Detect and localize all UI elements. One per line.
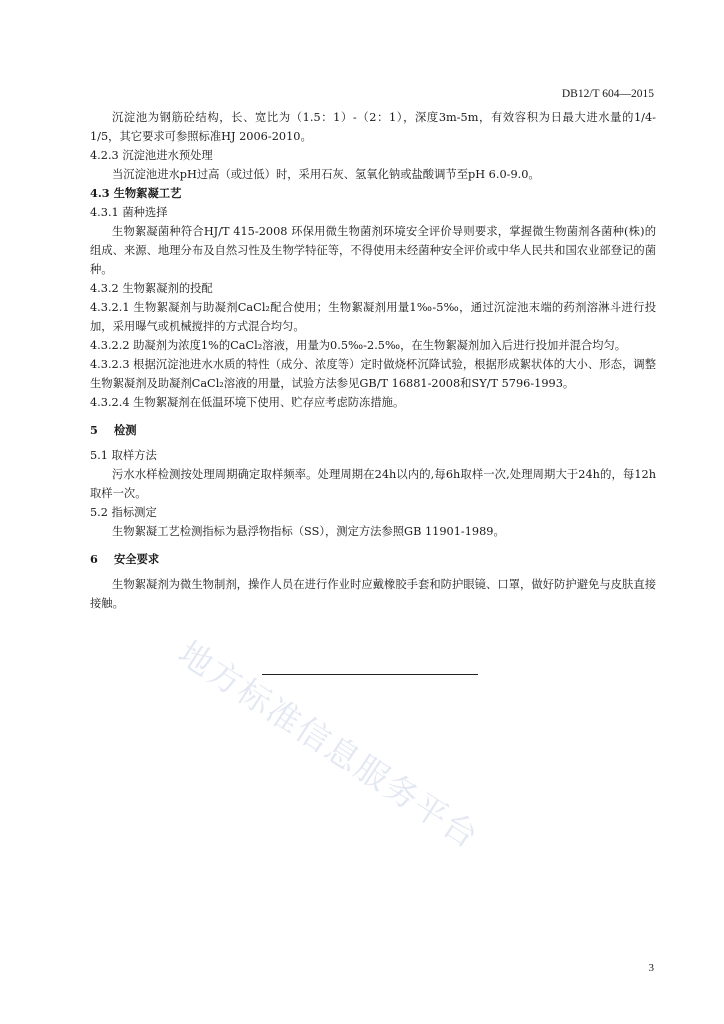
clause-heading-4-3-1: 4.3.1 菌种选择 [90,206,168,219]
clause-heading-5-2: 5.2 指标测定 [90,506,157,519]
clause-4-3-2-3: 4.3.2.3 根据沉淀池进水水质的特性（成分、浓度等）定时做烧杯沉降试验，根据形成絮状体的大小、形态，调整生物絮凝剂及助凝剂CaCl₂溶液的用量，试验方法参见GB/T 16881-2008和SY/T 5796-1993。 [90,358,656,390]
chapter-heading-6 [90,550,656,569]
clause-4-3-2-4: 4.3.2.4 生物絮凝剂在低温环境下使用、贮存应考虑防冻措施。 [90,396,405,409]
paragraph-indicator-measurement: 生物絮凝工艺检测指标为悬浮物指标（SS），测定方法参照GB 11901-1989。 [112,525,505,538]
clause-heading-5-1: 5.1 取样方法 [90,449,157,462]
section-heading-4-3: 4.3 生物絮凝工艺 [90,186,182,200]
paragraph-safety-requirements: 生物絮凝剂为微生物制剂，操作人员在进行作业时应戴橡胶手套和防护眼镜、口罩，做好防护避免与皮肤直接接触。 [90,578,656,610]
clause-4-3-2-2: 4.3.2.2 助凝剂为浓度1%的CaCl₂溶液，用量为0.5‰-2.5‰，在生物絮凝剂加入后进行投加并混合均匀。 [90,339,627,352]
paragraph-ph-adjustment: 当沉淀池进水pH过高（或过低）时，采用石灰、氢氧化钠或盐酸调节至pH 6.0-9.0。 [112,168,540,181]
end-rule [262,674,478,675]
chapter-title: 安全要求 [114,552,160,566]
paragraph-settling-tank-structure: 沉淀池为钢筋砼结构，长、宽比为（1.5：1）-（2：1），深度3m-5m，有效容积为日最大进水量的1/4-1/5，其它要求可参照标准HJ 2006-2010。 [90,111,656,143]
clause-heading-4-2-3: 4.2.3 沉淀池进水预处理 [90,149,213,162]
clause-4-3-2-1: 4.3.2.1 生物絮凝剂与助凝剂CaCl₂配合使用；生物絮凝剂用量1‰-5‰，通过沉淀池末端的药剂溶淋斗进行投加，采用曝气或机械搅拌的方式混合均匀。 [90,301,656,333]
chapter-title: 检测 [114,423,137,437]
page-number: 3 [648,962,654,974]
clause-heading-4-3-2: 4.3.2 生物絮凝剂的投配 [90,282,213,295]
paragraph-sampling-method: 污水水样检测按处理周期确定取样频率。处理周期在24h以内的,每6h取样一次,处理周期大于24h的，每12h取样一次。 [90,468,656,500]
document-body [90,108,656,613]
chapter-number: 6 [90,552,98,566]
chapter-heading-5 [90,421,656,440]
chapter-number: 5 [90,423,98,437]
document-code: DB12/T 604—2015 [561,88,654,100]
paragraph-strain-selection: 生物絮凝菌种符合HJ/T 415-2008 环保用微生物菌剂环境安全评价导则要求，掌握微生物菌剂各菌种(株)的组成、来源、地理分布及自然习性及生物学特征等，不得使用未经菌种安全评价或中华人民共和国农业部登记的菌种。 [90,225,656,276]
watermark: 地方标准信息服务平台 [171,633,487,857]
